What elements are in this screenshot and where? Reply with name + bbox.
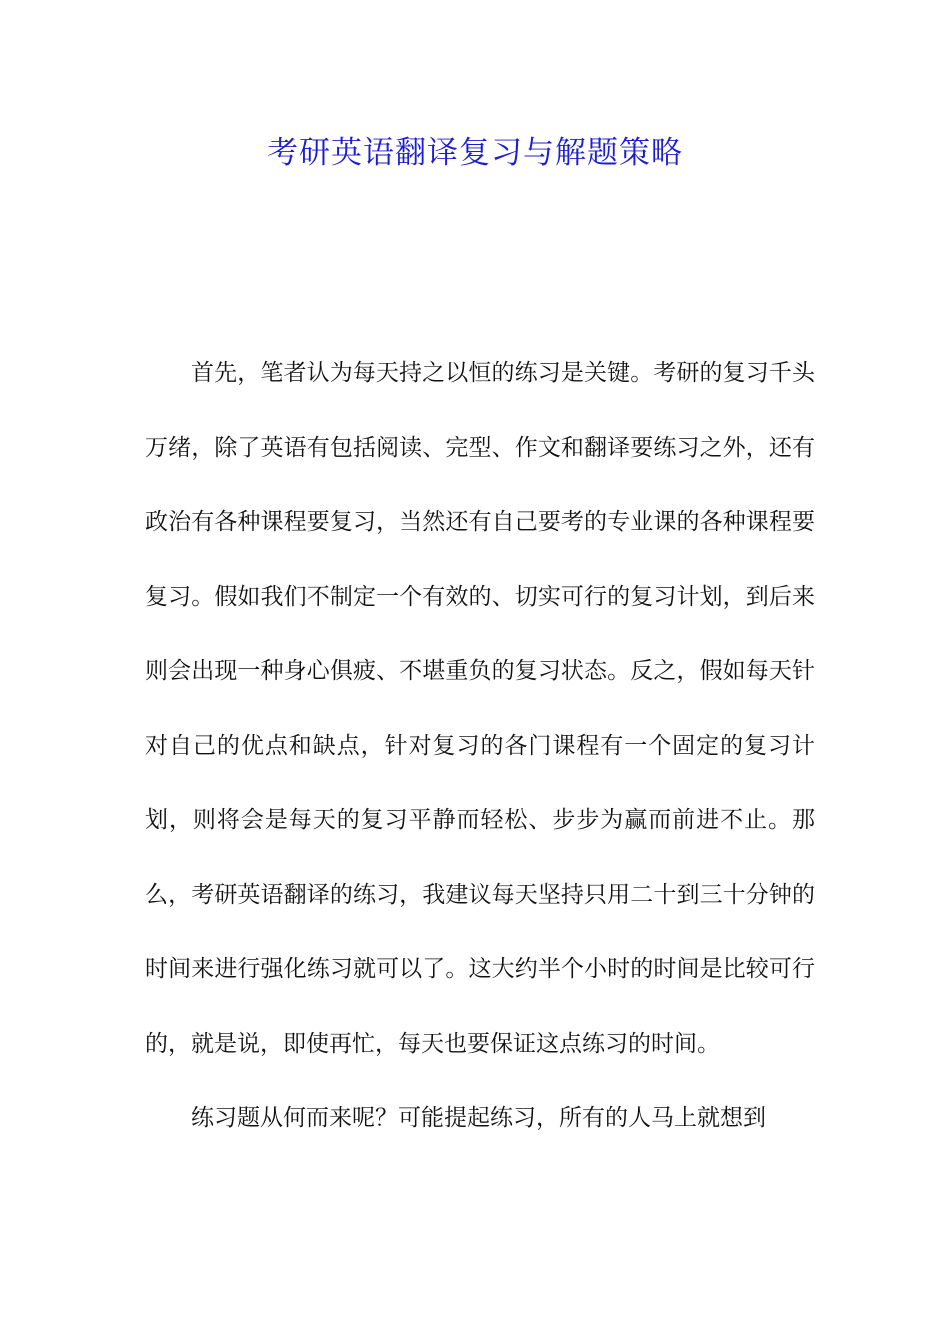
paragraph-1: 首先，笔者认为每天持之以恒的练习是关键。考研的复习千头万绪，除了英语有包括阅读、完型、作文和翻译要练习之外，还有政治有各种课程要复习，当然还有自己要考的专业课的各种课程要复习。假如我们不制定一个有效的、切实可行的复习计划，到后来则会出现一种身心俱疲、不堪重负的复习状态。反之，假如每天针对自己的优点和缺点，针对复习的各门课程有一个固定的复习计划，则将会是每天的复习平静而轻松、步步为赢而前进不止。那么，考研英语翻译的练习，我建议每天坚持只用二十到三十分钟的时间来进行强化练习就可以了。这大约半个小时的时间是比较可行的，就是说，即使再忙，每天也要保证这点练习的时间。 bbox=[145, 360, 815, 1057]
paragraph-2: 练习题从何而来呢？可能提起练习，所有的人马上就想到 bbox=[191, 1105, 766, 1131]
document-body bbox=[145, 336, 815, 1156]
document-title: 考研英语翻译复习与解题策略 bbox=[267, 135, 683, 171]
